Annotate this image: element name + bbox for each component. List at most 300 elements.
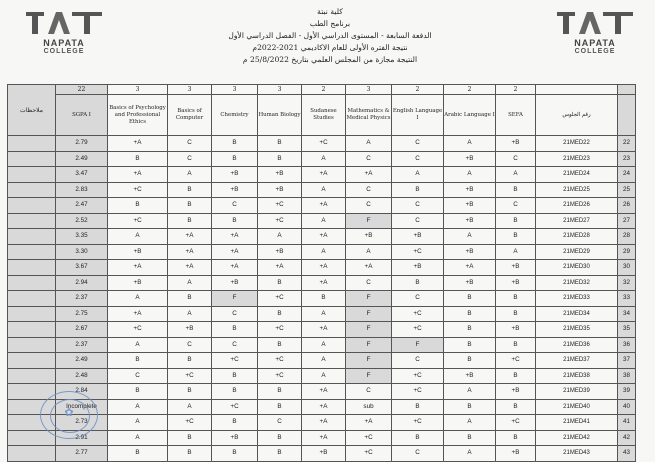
cell-computer: C: [168, 136, 212, 152]
cell-math: C+: [346, 446, 392, 462]
cell-psych: A+: [108, 167, 168, 183]
cell-sefa: B: [496, 306, 536, 322]
cell-sgpa: Incomplete: [56, 399, 108, 415]
cell-computer: B: [168, 213, 212, 229]
cell-sefa: B+: [496, 322, 536, 338]
cell-sgpa: 2.52: [56, 213, 108, 229]
table-row: [8, 446, 636, 462]
cell-computer: A: [168, 167, 212, 183]
cell-chem: B: [212, 415, 258, 431]
cell-seat: 21MED37: [536, 353, 618, 369]
cell-sudanese: A: [302, 368, 346, 384]
cell-remark: [8, 275, 56, 291]
cell-sgpa: 2.83: [56, 182, 108, 198]
cell-remark: [8, 151, 56, 167]
cell-sudanese: A: [302, 306, 346, 322]
cell-num: 34: [618, 306, 636, 322]
cell-psych: A: [108, 229, 168, 245]
cell-num: 26: [618, 198, 636, 214]
cell-sefa: A: [496, 167, 536, 183]
cell-psych: B: [108, 446, 168, 462]
cell-chem: C: [212, 306, 258, 322]
table-row: [8, 151, 636, 167]
college-name: كلية نبتة: [317, 7, 343, 16]
cell-chem: C: [212, 337, 258, 353]
cell-sudanese: A+: [302, 322, 346, 338]
cell-sudanese: A: [302, 244, 346, 260]
cell-psych: A: [108, 291, 168, 307]
credit-sgpa: 22: [56, 85, 108, 95]
cell-math: A+: [346, 167, 392, 183]
cell-remark: [8, 182, 56, 198]
cell-english: C: [392, 213, 444, 229]
cell-seat: 21MED23: [536, 151, 618, 167]
cell-sudanese: B: [302, 291, 346, 307]
cell-sefa: B: [496, 291, 536, 307]
credit-hours-row: [8, 85, 636, 95]
cell-arabic: B: [444, 291, 496, 307]
cell-chem: B: [212, 368, 258, 384]
cell-seat: 21MED32: [536, 275, 618, 291]
cell-seat: 21MED33: [536, 291, 618, 307]
cell-sudanese: A+: [302, 229, 346, 245]
cell-computer: C: [168, 337, 212, 353]
table-row: [8, 337, 636, 353]
cell-sgpa: 2.84: [56, 384, 108, 400]
logo-name: NAPATA: [574, 38, 616, 48]
cell-sgpa: 2.94: [56, 275, 108, 291]
cell-sefa: B: [496, 182, 536, 198]
cell-sudanese: C+: [302, 136, 346, 152]
cell-chem: B+: [212, 182, 258, 198]
cell-sudanese: A+: [302, 275, 346, 291]
cell-english: C+: [392, 322, 444, 338]
cell-english: F: [392, 337, 444, 353]
header-sefa: SEFA: [496, 95, 536, 136]
cell-sgpa: 2.37: [56, 291, 108, 307]
results-table: [7, 84, 636, 462]
cell-sgpa: 2.77: [56, 446, 108, 462]
credit-humanbio: 3: [258, 85, 302, 95]
cell-english: B: [392, 182, 444, 198]
cell-sgpa: 2.47: [56, 198, 108, 214]
cell-math: F: [346, 353, 392, 369]
header-chem: Chemistry: [212, 95, 258, 136]
cell-humanbio: B+: [258, 167, 302, 183]
cell-sudanese: A+: [302, 399, 346, 415]
cell-psych: B+: [108, 244, 168, 260]
cell-computer: A: [168, 306, 212, 322]
cell-sudanese: A: [302, 337, 346, 353]
cell-seat: 21MED39: [536, 384, 618, 400]
cell-num: 41: [618, 415, 636, 431]
cell-english: A: [392, 167, 444, 183]
cell-math: C: [346, 182, 392, 198]
cell-math: C: [346, 151, 392, 167]
cell-sefa: B: [496, 337, 536, 353]
cell-seat: 21MED30: [536, 260, 618, 276]
credit-psych: 3: [108, 85, 168, 95]
cell-chem: C+: [212, 353, 258, 369]
cell-seat: 21MED43: [536, 446, 618, 462]
cell-sudanese: A+: [302, 384, 346, 400]
credit-num: [618, 85, 636, 95]
cell-chem: C+: [212, 399, 258, 415]
cell-chem: B+: [212, 167, 258, 183]
cell-arabic: B: [444, 353, 496, 369]
cell-sgpa: 2.67: [56, 322, 108, 338]
cell-sudanese: A+: [302, 430, 346, 446]
cell-remark: [8, 213, 56, 229]
cell-computer: A+: [168, 244, 212, 260]
table-row: [8, 213, 636, 229]
cell-arabic: B+: [444, 213, 496, 229]
cell-computer: B+: [168, 322, 212, 338]
header-math: Mathematics & Medical Physics: [346, 95, 392, 136]
cell-english: C: [392, 353, 444, 369]
cell-seat: 21MED22: [536, 136, 618, 152]
cell-psych: C+: [108, 213, 168, 229]
cell-sudanese: A: [302, 213, 346, 229]
cell-computer: B: [168, 384, 212, 400]
cell-computer: C: [168, 151, 212, 167]
cell-computer: B: [168, 291, 212, 307]
cell-seat: 21MED40: [536, 399, 618, 415]
cell-english: C+: [392, 306, 444, 322]
napata-logo-right: [549, 8, 641, 60]
cell-humanbio: A+: [258, 260, 302, 276]
header-sgpa: SGPA I: [56, 95, 108, 136]
cell-psych: B: [108, 353, 168, 369]
cell-arabic: A+: [444, 260, 496, 276]
cell-sudanese: A+: [302, 260, 346, 276]
cell-psych: C: [108, 368, 168, 384]
cell-english: B+: [392, 229, 444, 245]
cell-humanbio: B: [258, 430, 302, 446]
cell-chem: B: [212, 446, 258, 462]
cell-arabic: B+: [444, 198, 496, 214]
cell-arabic: A: [444, 384, 496, 400]
napata-logo-left: [18, 8, 110, 60]
cell-humanbio: B: [258, 446, 302, 462]
cell-sefa: C+: [496, 415, 536, 431]
credit-computer: 3: [168, 85, 212, 95]
cell-num: 25: [618, 182, 636, 198]
cell-chem: B: [212, 136, 258, 152]
cell-humanbio: C+: [258, 353, 302, 369]
cell-num: 30: [618, 260, 636, 276]
table-row: [8, 322, 636, 338]
cell-math: F: [346, 368, 392, 384]
cell-sefa: B+: [496, 136, 536, 152]
cell-num: 43: [618, 446, 636, 462]
cell-sefa: C: [496, 151, 536, 167]
credit-chem: 3: [212, 85, 258, 95]
credit-seat: [536, 85, 618, 95]
course-names-row: [8, 95, 636, 136]
napata-logo-icon: [18, 8, 110, 38]
credit-arabic: 2: [444, 85, 496, 95]
header-seat: رقم الجلوس: [536, 95, 618, 136]
header-english: English Language I: [392, 95, 444, 136]
cell-seat: 21MED27: [536, 213, 618, 229]
cell-sudanese: A+: [302, 167, 346, 183]
cell-seat: 21MED25: [536, 182, 618, 198]
college-seal: [40, 391, 98, 439]
cell-arabic: B: [444, 399, 496, 415]
cell-sgpa: 2.49: [56, 151, 108, 167]
cell-seat: 21MED38: [536, 368, 618, 384]
cell-psych: A+: [108, 136, 168, 152]
table-row: [8, 430, 636, 446]
cell-english: C: [392, 291, 444, 307]
cell-num: 39: [618, 384, 636, 400]
cell-chem: F: [212, 291, 258, 307]
cell-math: A+: [346, 260, 392, 276]
cell-arabic: B: [444, 337, 496, 353]
cell-num: 33: [618, 291, 636, 307]
cell-math: C+: [346, 430, 392, 446]
cell-num: 29: [618, 244, 636, 260]
cell-english: C: [392, 136, 444, 152]
cell-sefa: B: [496, 399, 536, 415]
logo-name: NAPATA: [43, 38, 85, 48]
cell-english: C+: [392, 244, 444, 260]
table-row: [8, 384, 636, 400]
cell-computer: A: [168, 399, 212, 415]
cell-sudanese: A: [302, 151, 346, 167]
table-row: [8, 368, 636, 384]
cell-sgpa: 2.91: [56, 430, 108, 446]
cell-sudanese: A: [302, 353, 346, 369]
cell-sefa: C+: [496, 353, 536, 369]
cell-sefa: B+: [496, 384, 536, 400]
header-computer: Basics of Computer: [168, 95, 212, 136]
cell-num: 37: [618, 353, 636, 369]
cell-sgpa: 3.35: [56, 229, 108, 245]
cell-humanbio: B: [258, 275, 302, 291]
table-row: [8, 275, 636, 291]
cell-arabic: B+: [444, 182, 496, 198]
header-remarks: ملاحظات: [8, 85, 56, 136]
cell-english: B: [392, 430, 444, 446]
cell-humanbio: B: [258, 337, 302, 353]
cell-english: B+: [392, 260, 444, 276]
cell-sgpa: 2.73: [56, 415, 108, 431]
cell-seat: 21MED29: [536, 244, 618, 260]
credit-sudanese: 2: [302, 85, 346, 95]
cell-sefa: B+: [496, 446, 536, 462]
cell-num: 32: [618, 275, 636, 291]
cell-seat: 21MED26: [536, 198, 618, 214]
cell-english: B: [392, 275, 444, 291]
table-row: [8, 136, 636, 152]
header-humanbio: Human Biology: [258, 95, 302, 136]
cell-remark: [8, 198, 56, 214]
cell-humanbio: C+: [258, 213, 302, 229]
cell-humanbio: B: [258, 136, 302, 152]
cell-seat: 21MED34: [536, 306, 618, 322]
cell-humanbio: C+: [258, 368, 302, 384]
credit-math: 3: [346, 85, 392, 95]
cell-num: 42: [618, 430, 636, 446]
cell-remark: [8, 446, 56, 462]
results-body: [8, 136, 636, 462]
cell-sefa: B+: [496, 275, 536, 291]
cell-psych: B+: [108, 275, 168, 291]
table-row: [8, 415, 636, 431]
cell-math: A: [346, 136, 392, 152]
cell-chem: A+: [212, 244, 258, 260]
header-arabic: Arabic Language I: [444, 95, 496, 136]
college-seal-icon: ✿: [64, 406, 74, 419]
cell-arabic: B: [444, 306, 496, 322]
cell-num: 22: [618, 136, 636, 152]
cell-chem: B+: [212, 430, 258, 446]
cell-arabic: A: [444, 415, 496, 431]
cell-sgpa: 3.67: [56, 260, 108, 276]
cell-psych: A+: [108, 306, 168, 322]
table-row: [8, 198, 636, 214]
cell-math: C: [346, 275, 392, 291]
cell-remark: [8, 136, 56, 152]
cell-humanbio: C+: [258, 198, 302, 214]
cell-arabic: A: [444, 229, 496, 245]
table-row: [8, 244, 636, 260]
cell-english: B: [392, 399, 444, 415]
program-name: برنامج الطب: [309, 19, 351, 28]
header-psych: Basics of Psychology and Professional Ethics: [108, 95, 168, 136]
cell-math: F: [346, 213, 392, 229]
cell-humanbio: A: [258, 229, 302, 245]
cell-arabic: A: [444, 136, 496, 152]
cell-arabic: A: [444, 167, 496, 183]
cell-arabic: B+: [444, 151, 496, 167]
credit-english: 2: [392, 85, 444, 95]
cell-arabic: B+: [444, 368, 496, 384]
cell-arabic: B+: [444, 244, 496, 260]
cell-sefa: C: [496, 198, 536, 214]
cell-num: 38: [618, 368, 636, 384]
cell-sudanese: B+: [302, 446, 346, 462]
cell-computer: B: [168, 182, 212, 198]
cell-sgpa: 2.75: [56, 306, 108, 322]
cell-remark: [8, 291, 56, 307]
cell-psych: B: [108, 151, 168, 167]
cell-sefa: B: [496, 213, 536, 229]
cell-sudanese: A+: [302, 198, 346, 214]
cell-sudanese: A: [302, 182, 346, 198]
table-row: [8, 306, 636, 322]
cell-chem: B: [212, 322, 258, 338]
table-row: [8, 353, 636, 369]
cell-remark: [8, 322, 56, 338]
cell-computer: B: [168, 446, 212, 462]
cell-computer: B: [168, 353, 212, 369]
cell-math: F: [346, 306, 392, 322]
cell-sefa: B+: [496, 260, 536, 276]
cell-psych: B: [108, 384, 168, 400]
cell-humanbio: B: [258, 384, 302, 400]
cell-sgpa: 2.48: [56, 368, 108, 384]
cell-sgpa: 2.49: [56, 353, 108, 369]
cell-english: C: [392, 198, 444, 214]
cell-seat: 21MED24: [536, 167, 618, 183]
cell-seat: 21MED28: [536, 229, 618, 245]
cell-math: A+: [346, 415, 392, 431]
cell-seat: 21MED41: [536, 415, 618, 431]
cell-remark: [8, 244, 56, 260]
cell-sefa: B: [496, 368, 536, 384]
logo-sub: COLLEGE: [43, 48, 85, 55]
cell-chem: A+: [212, 260, 258, 276]
logo-sub: COLLEGE: [574, 48, 616, 55]
cell-num: 36: [618, 337, 636, 353]
cell-sefa: B: [496, 229, 536, 245]
cell-remark: [8, 260, 56, 276]
cell-math: F: [346, 337, 392, 353]
cell-arabic: B: [444, 322, 496, 338]
document-header: [140, 6, 520, 66]
cell-remark: [8, 229, 56, 245]
cell-humanbio: B+: [258, 182, 302, 198]
table-row: [8, 182, 636, 198]
cell-computer: B: [168, 430, 212, 446]
cell-humanbio: C+: [258, 291, 302, 307]
cell-num: 27: [618, 213, 636, 229]
cell-arabic: B: [444, 430, 496, 446]
cell-num: 28: [618, 229, 636, 245]
cell-psych: A+: [108, 260, 168, 276]
cell-seat: 21MED42: [536, 430, 618, 446]
table-row: [8, 260, 636, 276]
cell-humanbio: B+: [258, 244, 302, 260]
cell-math: A: [346, 244, 392, 260]
cell-chem: B: [212, 213, 258, 229]
cell-remark: [8, 368, 56, 384]
table-row: [8, 229, 636, 245]
credit-sefa: 2: [496, 85, 536, 95]
cell-humanbio: C: [258, 415, 302, 431]
cell-humanbio: C+: [258, 322, 302, 338]
cell-math: B+: [346, 229, 392, 245]
cell-humanbio: B: [258, 306, 302, 322]
cell-computer: C+: [168, 415, 212, 431]
cell-chem: B+: [212, 275, 258, 291]
cell-math: F: [346, 322, 392, 338]
cell-chem: A+: [212, 229, 258, 245]
cell-psych: B: [108, 198, 168, 214]
cell-num: 40: [618, 399, 636, 415]
cell-chem: C: [212, 198, 258, 214]
cell-psych: C+: [108, 182, 168, 198]
cell-math: C: [346, 384, 392, 400]
cell-arabic: B+: [444, 275, 496, 291]
cell-arabic: A: [444, 446, 496, 462]
cell-num: 23: [618, 151, 636, 167]
cell-sefa: A: [496, 244, 536, 260]
cell-remark: [8, 337, 56, 353]
cell-remark: [8, 306, 56, 322]
cell-computer: B: [168, 198, 212, 214]
cell-num: 24: [618, 167, 636, 183]
cell-psych: A: [108, 337, 168, 353]
cell-psych: A: [108, 415, 168, 431]
cell-psych: C+: [108, 322, 168, 338]
cell-computer: A: [168, 275, 212, 291]
cell-seat: 21MED35: [536, 322, 618, 338]
cell-math: F: [346, 291, 392, 307]
